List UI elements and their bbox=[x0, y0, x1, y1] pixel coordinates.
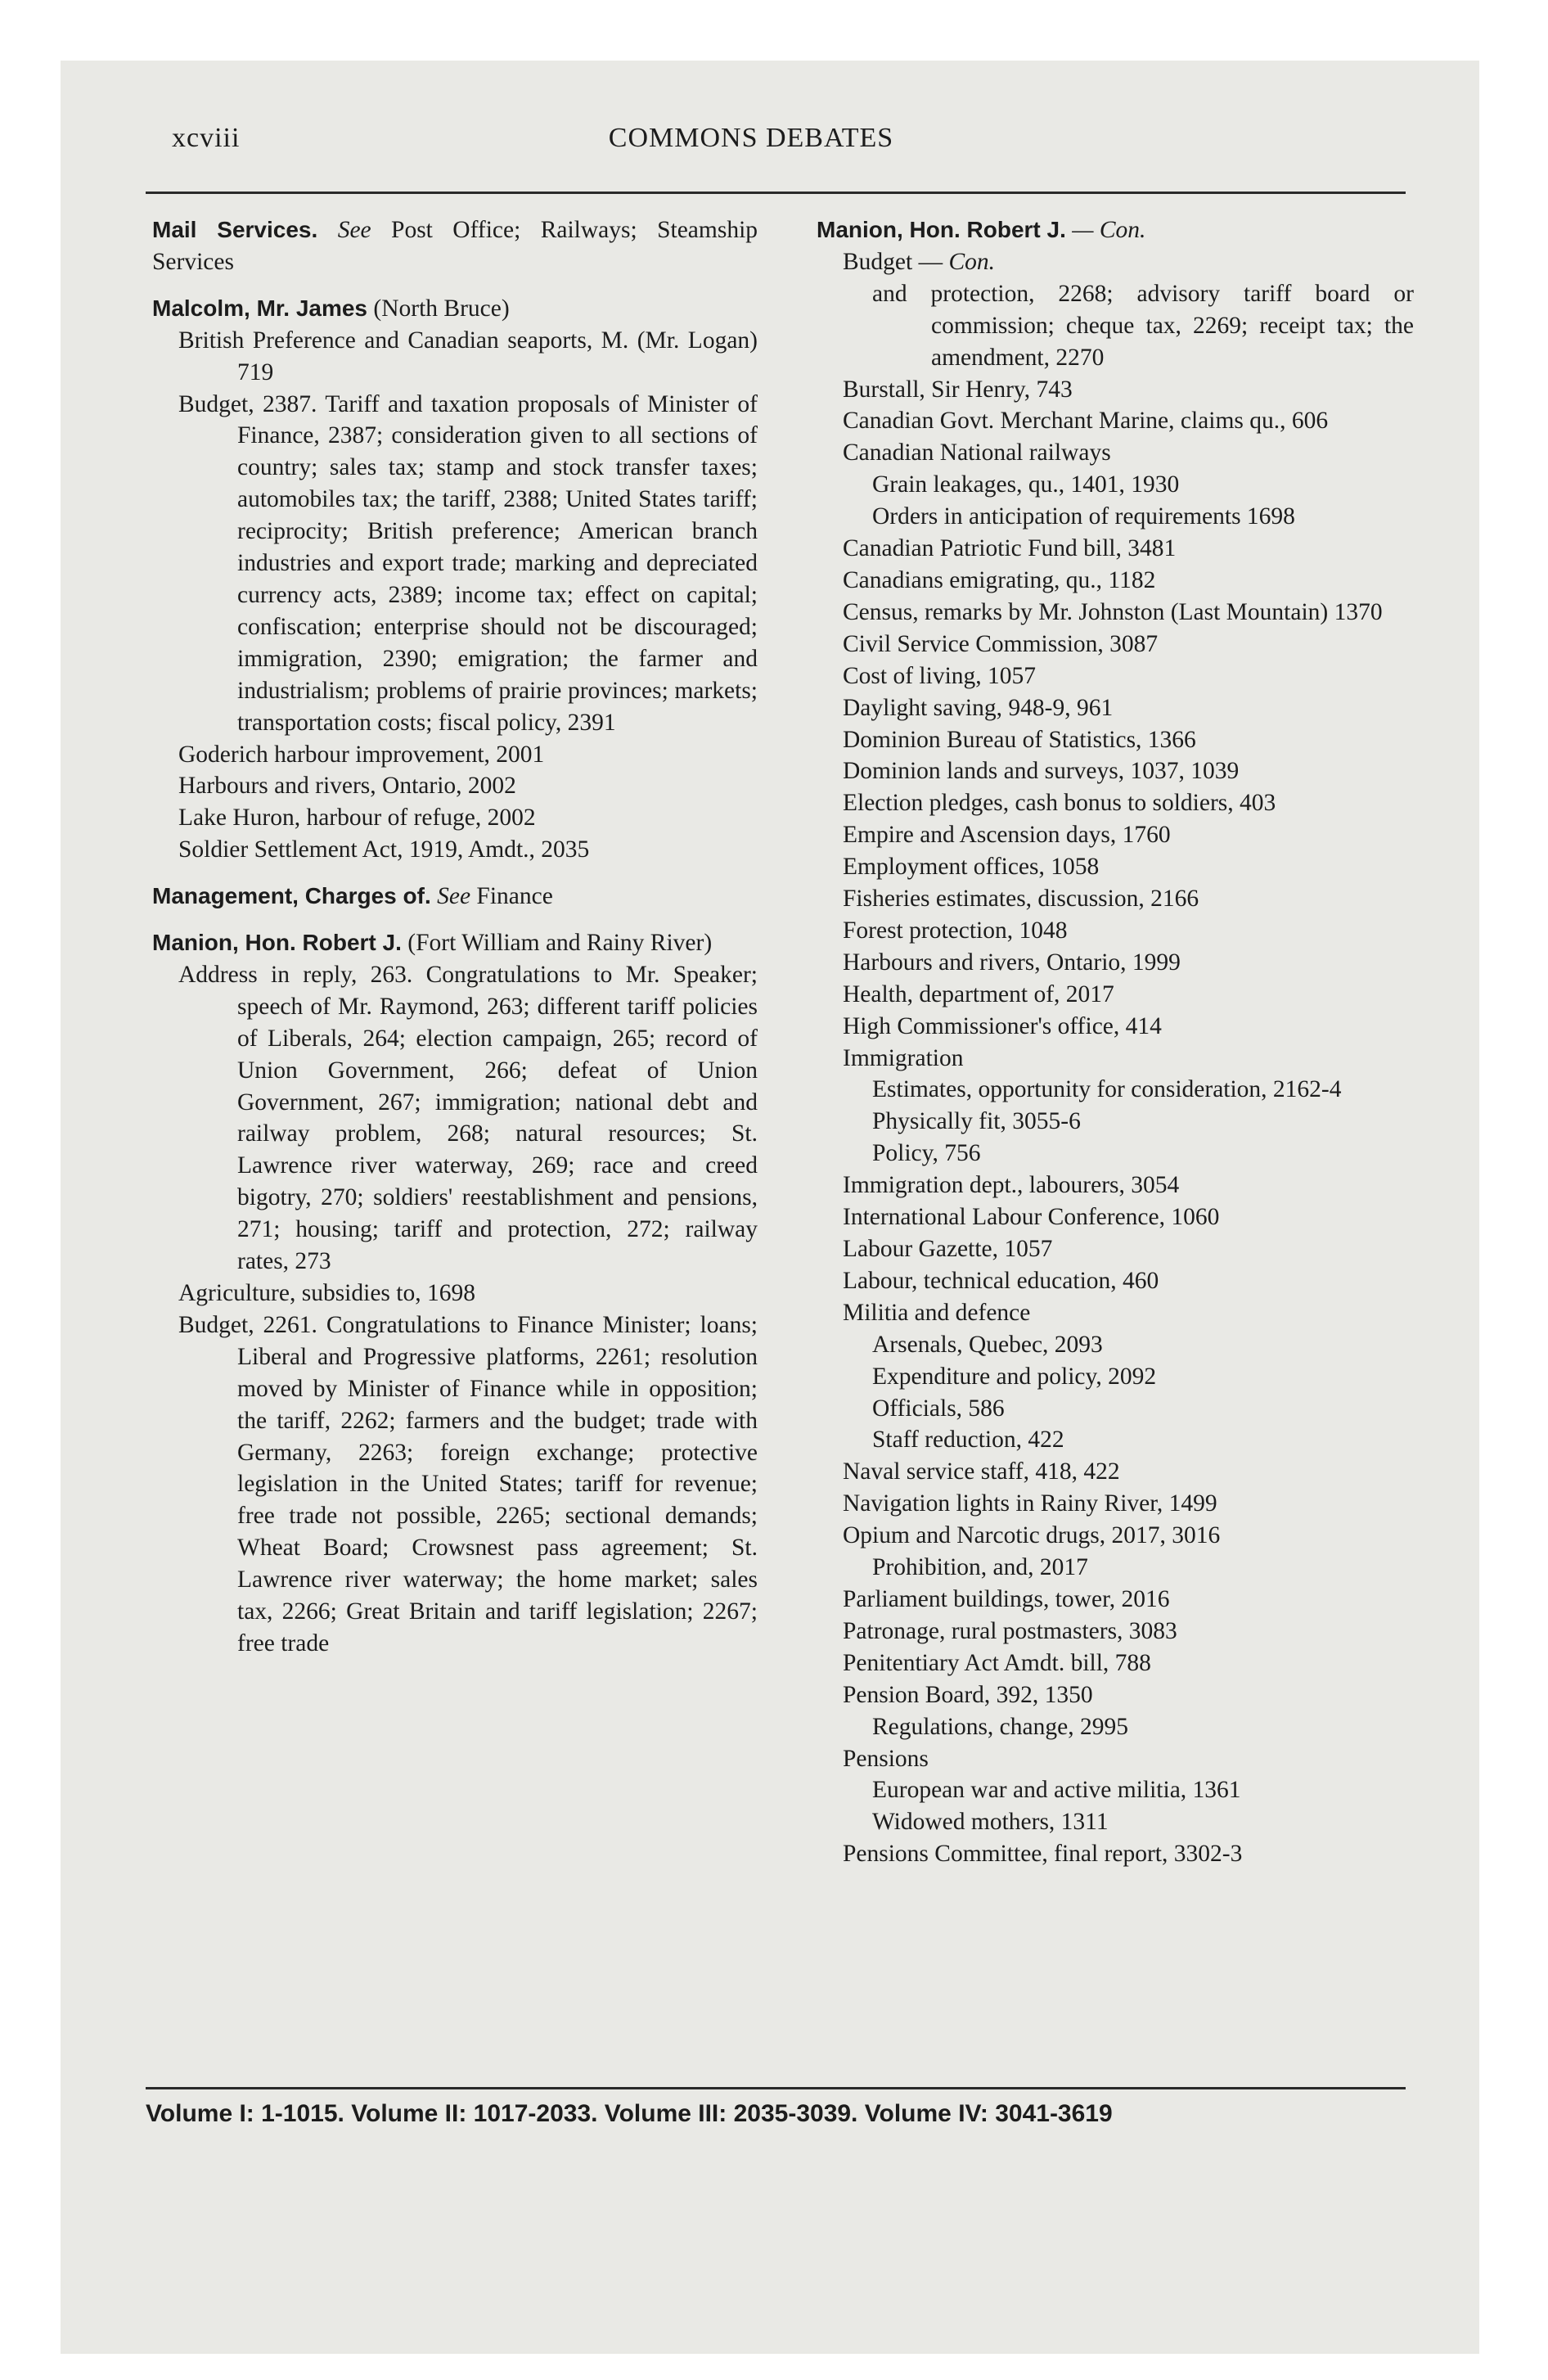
entry-text: Staff reduction, 422 bbox=[872, 1427, 1064, 1454]
index-entry bbox=[817, 851, 1414, 883]
entry-text: International Labour Conference, 1060 bbox=[843, 1204, 1220, 1231]
entry-text: Grain leakages, qu., 1401, 1930 bbox=[872, 471, 1180, 498]
index-entry bbox=[817, 1616, 1414, 1648]
index-entry bbox=[817, 1743, 1414, 1775]
entry-text: Naval service staff, 418, 422 bbox=[843, 1458, 1120, 1485]
continued-label: — Con. bbox=[1072, 217, 1146, 243]
index-subentry bbox=[817, 1711, 1414, 1743]
index-entry bbox=[152, 1309, 758, 1660]
entry-text: Empire and Ascension days, 1760 bbox=[843, 822, 1171, 849]
heading-detail: Post Office; Railways; Steamship Services bbox=[152, 217, 758, 275]
index-entry bbox=[817, 565, 1414, 597]
index-entry bbox=[817, 1679, 1414, 1711]
heading-name: Management, Charges of. bbox=[152, 883, 431, 909]
entry-text: Labour, technical education, 460 bbox=[843, 1267, 1159, 1294]
index-entry bbox=[152, 739, 758, 771]
entry-text: Dominion lands and surveys, 1037, 1039 bbox=[843, 758, 1240, 785]
index-subentry bbox=[817, 1106, 1414, 1138]
page-number: xcviii bbox=[172, 123, 241, 153]
page-title: COMMONS DEBATES bbox=[608, 123, 894, 153]
index-entry bbox=[817, 915, 1414, 947]
index-entry bbox=[817, 755, 1414, 787]
continued-label: Con. bbox=[948, 248, 996, 275]
left-column bbox=[152, 214, 758, 1660]
entry-text: Cost of living, 1057 bbox=[843, 662, 1037, 689]
entry-text: Militia and defence bbox=[843, 1299, 1031, 1326]
entry-text: Patronage, rural postmasters, 3083 bbox=[843, 1617, 1177, 1644]
entry-text: Officials, 586 bbox=[872, 1395, 1005, 1422]
index-entry bbox=[817, 1488, 1414, 1520]
index-entry bbox=[817, 1201, 1414, 1233]
entry-text: Canadian Govt. Merchant Marine, claims qu., 606 bbox=[843, 408, 1329, 435]
index-subentry bbox=[817, 1552, 1414, 1584]
index-heading bbox=[152, 927, 758, 959]
index-entry bbox=[152, 389, 758, 739]
entry-text: Census, remarks by Mr. Johnston (Last Mountain) 1370 bbox=[843, 598, 1383, 625]
entry-text: Election pledges, cash bonus to soldiers, 403 bbox=[843, 790, 1276, 817]
index-entry bbox=[817, 405, 1414, 437]
index-entry bbox=[817, 947, 1414, 979]
index-heading bbox=[152, 881, 758, 913]
index-entry bbox=[817, 787, 1414, 819]
index-entry bbox=[152, 325, 758, 389]
entry-text: Expenditure and policy, 2092 bbox=[872, 1363, 1157, 1390]
index-entry bbox=[817, 1297, 1414, 1329]
heading-detail: Finance bbox=[476, 883, 553, 910]
entry-text: Burstall, Sir Henry, 743 bbox=[843, 376, 1073, 403]
index-entry bbox=[152, 959, 758, 1278]
entry-text: Canadian Patriotic Fund bill, 3481 bbox=[843, 535, 1177, 562]
entry-text: Prohibition, and, 2017 bbox=[872, 1554, 1088, 1581]
heading-name: Manion, Hon. Robert J. bbox=[152, 930, 402, 956]
index-subentry bbox=[817, 1424, 1414, 1456]
entry-text: Harbours and rivers, Ontario, 1999 bbox=[843, 949, 1181, 976]
entry-text: Health, department of, 2017 bbox=[843, 980, 1114, 1007]
entry-text: Labour Gazette, 1057 bbox=[843, 1236, 1053, 1262]
index-entry bbox=[817, 437, 1414, 469]
entry-text: Forest protection, 1048 bbox=[843, 917, 1068, 944]
header-rule bbox=[146, 192, 1406, 194]
index-subentry bbox=[817, 1774, 1414, 1806]
see-reference-label: See bbox=[337, 217, 371, 243]
entry-text: High Commissioner's office, 414 bbox=[843, 1012, 1162, 1039]
entry-text: Goderich harbour improvement, 2001 bbox=[178, 741, 545, 768]
index-subentry bbox=[817, 469, 1414, 501]
entry-text: Address in reply, 263. Congratulations to Mr. Speaker; speech of Mr. Raymond, 263; different tariff policies of Liberals, 264; election campaign, 265; record of Union Government, 266; defeat of Union Government, 267; immigration; national debt and railway problem, 268; natural resources; St. Lawrence river waterway, 269; race and creed bigotry, 270; soldiers' reestablishment and pensions, 271; housing; tariff and protection, 272; railway rates, 273 bbox=[178, 961, 758, 1275]
index-heading bbox=[152, 214, 758, 278]
index-entry bbox=[817, 1011, 1414, 1043]
entry-text: Immigration bbox=[843, 1044, 964, 1071]
index-entry bbox=[817, 724, 1414, 756]
entry-text: Civil Service Commission, 3087 bbox=[843, 630, 1159, 657]
entry-text: Immigration dept., labourers, 3054 bbox=[843, 1172, 1180, 1199]
entry-text: European war and active militia, 1361 bbox=[872, 1777, 1241, 1804]
index-entry bbox=[152, 834, 758, 866]
index-entry bbox=[817, 1520, 1414, 1552]
heading-detail: (North Bruce) bbox=[373, 295, 510, 322]
index-entry bbox=[817, 533, 1414, 565]
entry-text: Soldier Settlement Act, 1919, Amdt., 2035 bbox=[178, 836, 590, 863]
index-subentry bbox=[817, 1329, 1414, 1361]
entry-text: Canadians emigrating, qu., 1182 bbox=[843, 566, 1156, 593]
index-subentry bbox=[817, 501, 1414, 533]
footer-rule bbox=[146, 2087, 1406, 2089]
entry-text: Physically fit, 3055-6 bbox=[872, 1108, 1081, 1135]
index-entry bbox=[817, 1233, 1414, 1265]
index-subentry bbox=[817, 1393, 1414, 1425]
index-entry bbox=[152, 770, 758, 802]
index-entry bbox=[817, 1584, 1414, 1616]
entry-text: Budget, 2387. Tariff and taxation proposals of Minister of Finance, 2387; consideration given to all sections of country; sales tax; stamp and stock transfer taxes; automobiles tax; the tariff, 2388; United States tariff; reciprocity; British preference; American branch industries and export trade; marking and depreciated currency acts, 2389; income tax; effect on capital; confiscation; enterprise should not be discouraged; immigration, 2390; emigration; the farmer and industrialism; problems of prairie provinces; markets; transportation costs; fiscal policy, 2391 bbox=[178, 390, 758, 736]
heading-name: Manion, Hon. Robert J. bbox=[817, 217, 1066, 242]
entry-text: Budget, 2261. Congratulations to Finance Minister; loans; Liberal and Progressive platforms, 2261; resolution moved by Minister of Finance while in opposition; the tariff, 2262; farmers and the budget; trade with Germany, 2263; foreign exchange; protective legislation in the United States; tariff for revenue; free trade not possible, 2265; sectional demands; Wheat Board; Crowsnest pass agreement; St. Lawrence river waterway; the home market; sales tax, 2266; Great Britain and tariff legislation; 2267; free trade bbox=[178, 1311, 758, 1657]
index-entry bbox=[817, 1265, 1414, 1297]
entry-text: Budget — bbox=[843, 248, 943, 275]
entry-text: Widowed mothers, 1311 bbox=[872, 1809, 1109, 1836]
entry-text: Orders in anticipation of requirements 1698 bbox=[872, 503, 1295, 530]
index-subentry bbox=[817, 1138, 1414, 1170]
entry-text: Employment offices, 1058 bbox=[843, 854, 1100, 881]
entry-text: Lake Huron, harbour of refuge, 2002 bbox=[178, 805, 536, 832]
page-header bbox=[97, 123, 1406, 172]
heading-name: Malcolm, Mr. James bbox=[152, 295, 368, 321]
index-entry bbox=[152, 802, 758, 834]
volume-footer: Volume I: 1-1015. Volume II: 1017-2033. Volume III: 2035-3039. Volume IV: 3041-3619 bbox=[146, 2100, 1113, 2127]
index-entry bbox=[817, 660, 1414, 692]
index-entry bbox=[817, 819, 1414, 851]
entry-text: Parliament buildings, tower, 2016 bbox=[843, 1585, 1170, 1612]
index-entry bbox=[817, 883, 1414, 915]
index-entry bbox=[817, 692, 1414, 724]
index-entry bbox=[817, 374, 1414, 406]
entry-text: Agriculture, subsidies to, 1698 bbox=[178, 1280, 475, 1306]
index-entry bbox=[817, 1043, 1414, 1075]
entry-text: Policy, 756 bbox=[872, 1140, 981, 1167]
index-subentry bbox=[817, 1806, 1414, 1838]
index-subentry bbox=[817, 1074, 1414, 1106]
entry-text: Opium and Narcotic drugs, 2017, 3016 bbox=[843, 1522, 1221, 1549]
heading-detail: (Fort William and Rainy River) bbox=[407, 930, 713, 957]
see-reference-label: See bbox=[437, 883, 471, 910]
entry-text: Estimates, opportunity for consideration, 2162-4 bbox=[872, 1076, 1342, 1103]
index-entry bbox=[152, 1278, 758, 1309]
heading-name: Mail Services. bbox=[152, 217, 318, 242]
entry-text: Dominion Bureau of Statistics, 1366 bbox=[843, 726, 1196, 753]
index-entry bbox=[817, 1456, 1414, 1488]
index-entry bbox=[817, 1838, 1414, 1870]
entry-text: Pensions Committee, final report, 3302-3 bbox=[843, 1841, 1243, 1868]
entry-text: Navigation lights in Rainy River, 1499 bbox=[843, 1490, 1217, 1517]
index-entry bbox=[817, 246, 1414, 278]
entry-text: Pension Board, 392, 1350 bbox=[843, 1681, 1093, 1708]
entry-text: Arsenals, Quebec, 2093 bbox=[872, 1331, 1103, 1358]
index-heading bbox=[817, 214, 1414, 246]
index-heading bbox=[152, 293, 758, 325]
entry-text: Daylight saving, 948-9, 961 bbox=[843, 694, 1114, 721]
entry-text: British Preference and Canadian seaports, M. (Mr. Logan) 719 bbox=[178, 327, 758, 385]
right-column bbox=[817, 214, 1414, 1870]
entry-text: and protection, 2268; advisory tariff board or commission; cheque tax, 2269; receipt tax; the amendment, 2270 bbox=[872, 280, 1414, 371]
entry-text: Fisheries estimates, discussion, 2166 bbox=[843, 886, 1199, 913]
entry-text: Canadian National railways bbox=[843, 439, 1111, 467]
index-subentry bbox=[817, 278, 1414, 374]
entry-text: Penitentiary Act Amdt. bill, 788 bbox=[843, 1649, 1151, 1676]
entry-text: Regulations, change, 2995 bbox=[872, 1713, 1128, 1740]
index-entry bbox=[817, 1170, 1414, 1201]
entry-text: Pensions bbox=[843, 1745, 929, 1772]
index-entry bbox=[817, 979, 1414, 1011]
index-subentry bbox=[817, 1361, 1414, 1393]
index-entry bbox=[817, 1648, 1414, 1679]
index-entry bbox=[817, 597, 1414, 629]
entry-text: Harbours and rivers, Ontario, 2002 bbox=[178, 773, 516, 800]
index-entry bbox=[817, 629, 1414, 660]
